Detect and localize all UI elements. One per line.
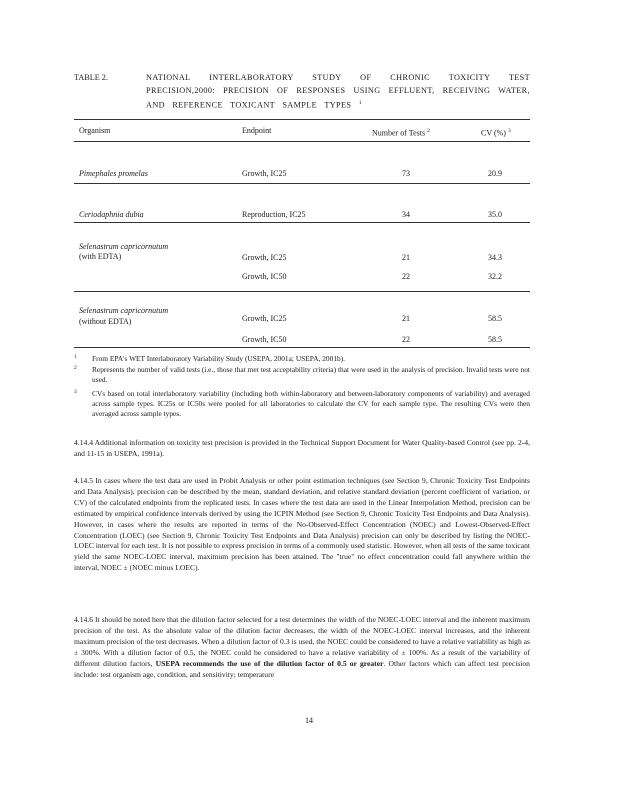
table-cell-organism-note: (with EDTA) xyxy=(79,252,122,261)
table-cell-endpoint: Reproduction, IC25 xyxy=(242,210,306,219)
caption-superscript: 1 xyxy=(358,100,362,106)
table-cell-cv: 58.5 xyxy=(488,314,502,323)
table-cell-number: 73 xyxy=(402,169,410,178)
table-cell-organism: Ceriodaphnia dubia xyxy=(79,210,144,219)
footnote-text: CVs based on total interlaboratory variability (including both within-laboratory and between-laboratory components of variability) and averaged across sample types. IC25s or IC50s were pooled for all laboratories to calculate the CV for each sample type. The resulting CVs were then averaged across sample types. xyxy=(92,389,530,418)
footnote-text: From EPA's WET Interlaboratory Variability Study (USEPA, 2001a; USEPA, 2001b). xyxy=(92,354,346,363)
table-cell-organism-note: (without EDTA) xyxy=(79,317,132,326)
page-number: 14 xyxy=(305,716,313,725)
table-row-rule xyxy=(74,291,530,292)
table-cell-organism: Pimephales promelas xyxy=(79,169,148,178)
footnote xyxy=(74,354,530,364)
footnote xyxy=(74,389,530,419)
table-cell-number: 22 xyxy=(402,335,410,344)
column-header-number: Number of Tests $^2$ xyxy=(372,128,430,138)
table-header-rule xyxy=(74,141,530,142)
column-header-endpoint: Endpoint xyxy=(242,126,272,135)
table-row-rule xyxy=(74,222,530,223)
table-bottom-rule xyxy=(74,347,530,348)
table-cell-cv: 35.0 xyxy=(488,210,502,219)
footnote-mark: 3 xyxy=(74,389,77,395)
table-label: TABLE 2. xyxy=(74,73,108,82)
table-cell-cv: 58.5 xyxy=(488,335,502,344)
table-cell-endpoint: Growth, IC25 xyxy=(242,314,287,323)
table-cell-endpoint: Growth, IC25 xyxy=(242,169,287,178)
column-header-organism: Organism xyxy=(79,126,111,135)
paragraph-4-14-4: 4.14.4 Additional information on toxicity test precision is provided in the Technical Support Document for Water Quality-based Control (see pp. 2-4, and 11-15 in USEPA, 1991a). xyxy=(74,438,530,458)
table-cell-organism: Selenastrum capricornutum xyxy=(79,306,169,315)
table-top-rule xyxy=(74,119,530,120)
recommendation-text: USEPA recommends the use of the dilution factor of 0.5 or greater xyxy=(155,658,384,668)
footnote-mark: 1 xyxy=(74,354,77,360)
footnote xyxy=(74,365,530,385)
table-cell-endpoint: Growth, IC50 xyxy=(242,335,287,344)
table-cell-number: 21 xyxy=(402,253,410,262)
table-cell-number: 21 xyxy=(402,314,410,323)
footnote-text: Represents the number of valid tests (i.e., those that met test acceptability criteria) that were used in the analysis of precision. Invalid tests were not used. xyxy=(92,365,530,384)
table-cell-organism: Selenastrum capricornutum xyxy=(79,242,169,251)
table-cell-cv: 34.3 xyxy=(488,253,502,262)
table-cell-endpoint: Growth, IC50 xyxy=(242,272,287,281)
table-cell-endpoint: Growth, IC25 xyxy=(242,253,287,262)
table-row-rule xyxy=(74,183,530,184)
paragraph-4-14-5: 4.14.5 In cases where the test data are used in Probit Analysis or other point estimation techniques (see Section 9, Chronic Toxicity Test Endpoints and Data Analysis), precision can be described by the mean, standard deviation, and relative standard deviation (percent coefficient of variation, or CV) of the calculated endpoints from the replicated tests. In cases where the test data are used in the Linear Interpolation Method, precision can be estimated by empirical confidence intervals derived by using the ICPIN Method (see Section 9, Chronic Toxicity Test Endpoints and Data Analysis). However, in cases where the results are reported in terms of the No-Observed-Effect Concentration (NOEC) and Lowest-Observed-Effect Concentration (LOEC) (see Section 9, Chronic Toxicity Test Endpoints and Data Analysis) precision can only be described by listing the NOEC-LOEC interval for each test. It is not possible to express precision in terms of a commonly used statistic. However, when all tests of the same toxicant yield the same NOEC-LOEC interval, maximum precision has been attained. The "true" no effect concentration could fall anywhere within the interval, NOEC ± (NOEC minus LOEC). xyxy=(74,476,530,573)
column-header-cv: CV (%) $^3$ xyxy=(481,128,511,138)
table-title: NATIONAL INTERLABORATORY STUDY OF CHRONIC TOXICITY TEST PRECISION,2000: PRECISION OF RESPONSES USING EFFLUENT, RECEIVING WATER, AND REFERENCE TOXICANT SAMPLE TYPES $^1$ xyxy=(146,73,530,110)
table-cell-number: 22 xyxy=(402,272,410,281)
table-cell-cv: 20.9 xyxy=(488,169,502,178)
paragraph-4-14-6: 4.14.6 It should be noted here that the dilution factor selected for a test determines the width of the NOEC-LOEC interval and the inherent maximum precision of the test. As the absolute value of the dilution factor decreases, the width of the NOEC-LOEC interval increases, and the inherent maximum precision of the test decreases. When a dilution factor of 0.3 is used, the NOEC could be considered to have a relative variability as high as ± 300%. With a dilution factor of 0.5, the NOEC could be considered to have a relative variability of ± 100%. As a result of the variability of different dilution factors, USEPA recommends the use of the dilution factor of 0.5 or greater. Other factors which can affect test precision include: test organism age, condition, and sensitivity; temperature xyxy=(74,615,530,679)
table-cell-number: 34 xyxy=(402,210,410,219)
footnote-mark: 2 xyxy=(74,365,77,371)
table-cell-cv: 32.2 xyxy=(488,272,502,281)
